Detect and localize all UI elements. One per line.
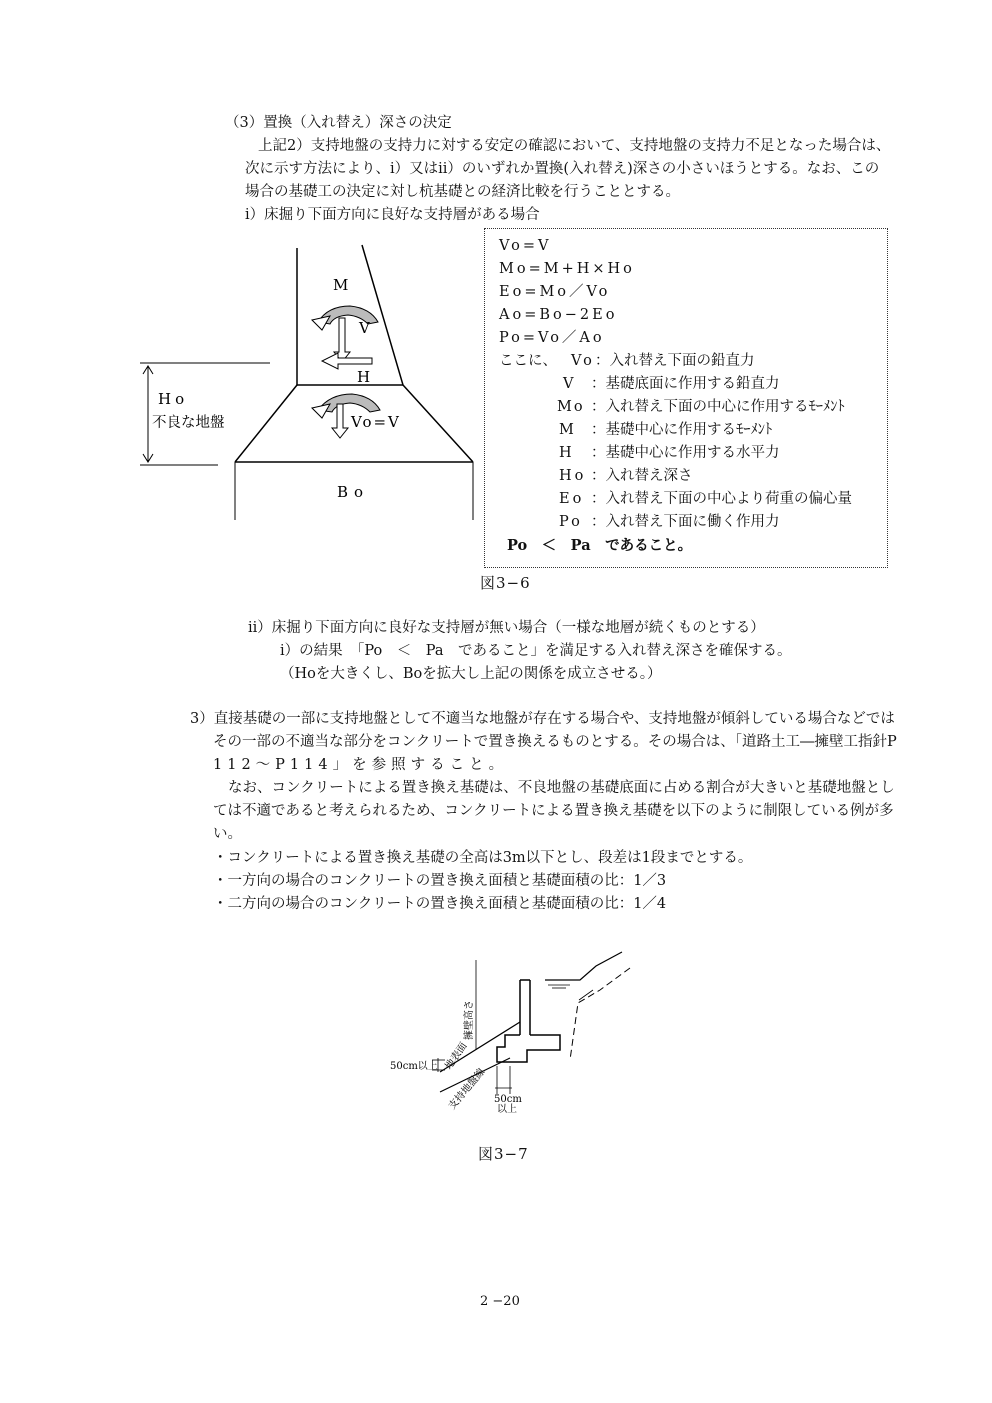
paragraph-line: 3）直接基礎の一部に支持地盤として不適当な地盤が存在する場合や、支持地盤が傾斜している場合などでは xyxy=(190,711,895,727)
page-number: 2 −20 xyxy=(480,1294,520,1309)
paragraph-line: い。 xyxy=(213,826,242,842)
paragraph-line: ては不適であると考えられるため、コンクリートによる置き換え基礎を以下のように制限している例が多 xyxy=(213,803,894,819)
formula-line: Po=Vo／Ao xyxy=(499,330,605,346)
case-line: ⅰ）の結果 「Po ＜ Pa であること」を満足する入れ替え深さを確保する。 xyxy=(280,643,792,659)
formula-line: Eo=Mo／Vo xyxy=(499,284,611,300)
label-dim-bottom-2: 以上 xyxy=(497,1104,517,1115)
paragraph-line: その一部の不適当な部分をコンクリートで置き換えるものとする。その場合は、「道路土工―擁壁工指針P xyxy=(213,734,897,750)
definition-symbol: Eo xyxy=(559,491,585,507)
definition-symbol: Ho xyxy=(559,468,587,484)
label-Vo-equals-V: Vo=V xyxy=(351,413,401,431)
paragraph-line: 112〜P114」を参照すること。 xyxy=(213,757,509,773)
label-dim-left: 50cm以上 xyxy=(390,1061,438,1072)
definition-prefix: ここに、 xyxy=(499,353,557,369)
definition-symbol: Mo xyxy=(557,399,585,415)
figure-caption: 図3−7 xyxy=(478,1145,529,1163)
label-H: H xyxy=(357,368,371,386)
definition-desc: ：基礎中心に作用するﾓｰﾒﾝﾄ xyxy=(591,422,773,438)
label-bad-ground: 不良な地盤 xyxy=(152,415,225,431)
label-Ho: Ho xyxy=(158,390,189,408)
definition-symbol: Vo xyxy=(571,353,595,369)
case-heading: ⅱ）床掘り下面方向に良好な支持層が無い場合（一様な地層が続くものとする） xyxy=(248,620,765,636)
section-heading: （3）置換（入れ替え）深さの決定 xyxy=(225,115,452,131)
label-support-line: 支持地盤線 xyxy=(446,1066,488,1112)
label-V: V xyxy=(359,319,370,337)
definition-desc: ：入れ替え深さ xyxy=(591,468,693,484)
figure-caption: 図3−6 xyxy=(480,574,531,592)
label-M: M xyxy=(333,276,349,294)
definition-desc: ：基礎底面に作用する鉛直力 xyxy=(591,376,780,392)
bullet-item: ・コンクリートによる置き換え基礎の全高は3m以下とし、段差は1段までとする。 xyxy=(213,850,753,866)
definition-desc: ：入れ替え下面の中心より荷重の偏心量 xyxy=(591,491,852,507)
formula-line: Vo=V xyxy=(499,238,552,254)
condition-text: Po ＜ Pa であること。 xyxy=(507,537,693,554)
label-wall-height: 擁壁高さ xyxy=(464,1000,475,1040)
label-Bo: Bo xyxy=(337,483,370,501)
paragraph-line: 次に示す方法により、ⅰ）又はⅱ）のいずれか置換(入れ替え)深さの小さいほうとする。なお、この xyxy=(245,161,880,177)
paragraph-line: 場合の基礎工の決定に対し杭基礎との経済比較を行うこととする。 xyxy=(245,184,680,200)
case-heading: ⅰ）床掘り下面方向に良好な支持層がある場合 xyxy=(245,207,540,223)
definition-symbol: Po xyxy=(559,514,583,530)
definition-desc: ：入れ替え下面に働く作用力 xyxy=(591,514,780,530)
definition-desc: ：入れ替え下面の鉛直力 xyxy=(595,353,755,369)
definition-symbol: M xyxy=(559,422,574,438)
label-ground-surface: 地表面 xyxy=(443,1040,470,1072)
label-dim-bottom: 50cm xyxy=(494,1094,522,1105)
definition-symbol: H xyxy=(559,445,572,461)
formula-line: Ao=Bo−2Eo xyxy=(499,307,618,323)
bullet-item: ・一方向の場合のコンクリートの置き換え面積と基礎面積の比：1／3 xyxy=(213,873,667,889)
formula-line: Mo=M+H×Ho xyxy=(499,261,635,277)
paragraph-line: なお、コンクリートによる置き換え基礎は、不良地盤の基礎底面に占める割合が大きいと基礎地盤とし xyxy=(228,780,895,796)
case-line: （Hoを大きくし、Boを拡大し上記の関係を成立させる。） xyxy=(280,666,662,682)
definition-desc: ：入れ替え下面の中心に作用するﾓｰﾒﾝﾄ xyxy=(591,399,845,415)
bullet-item: ・二方向の場合のコンクリートの置き換え面積と基礎面積の比：1／4 xyxy=(213,896,667,912)
paragraph-line: 上記2）支持地盤の支持力に対する安定の確認において、支持地盤の支持力不足となった場合は、 xyxy=(258,138,891,154)
definition-desc: ：基礎中心に作用する水平力 xyxy=(591,445,780,461)
definition-symbol: V xyxy=(563,376,574,392)
